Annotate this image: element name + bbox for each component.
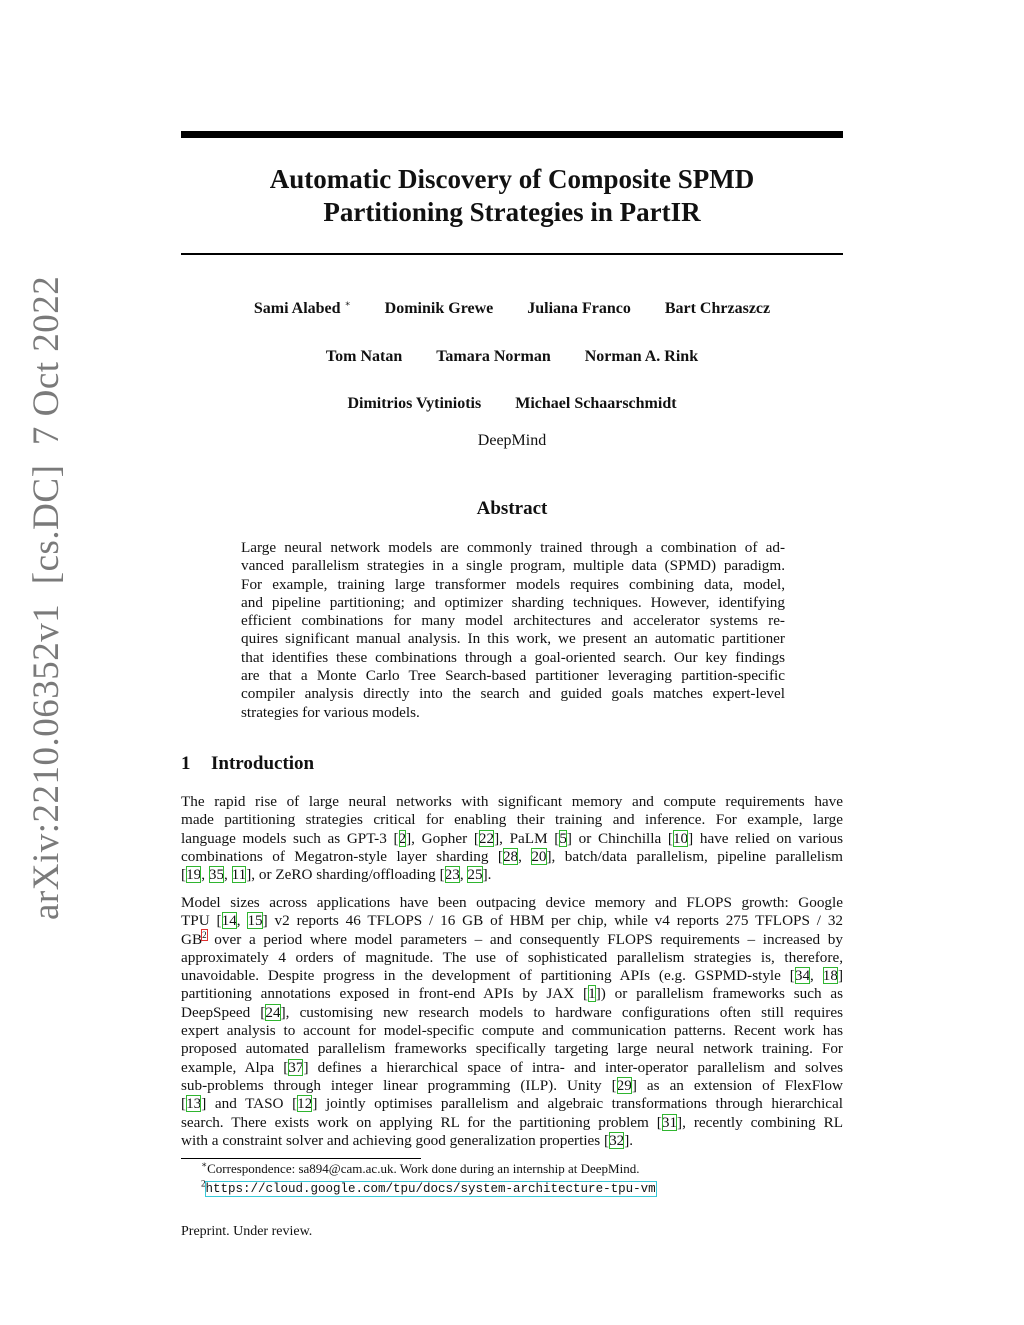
citation-link[interactable]: 24 (265, 1003, 281, 1021)
abstract-line: that identifies these combinations through a goal-oriented search. Our key findings (241, 648, 785, 666)
author: Norman A. Rink (584, 348, 699, 365)
citation-link[interactable]: 15 (247, 912, 263, 930)
citation-link[interactable]: 11 (231, 866, 247, 884)
citation-link[interactable]: 31 (661, 1113, 678, 1131)
text-line: proposed automated parallelism frameworks specifically targeting large neural network training. For (181, 1040, 843, 1058)
footnote-link[interactable]: 2 (202, 929, 207, 940)
abstract-line: are that a Monte Carlo Tree Search-based partitioner leveraging partition-specific (241, 667, 785, 685)
author: Dimitrios Vytiniotis (347, 395, 482, 412)
abstract-line: efficient combinations for many model architectures and accelerator systems re- (241, 612, 785, 630)
preprint-note: Preprint. Under review. (181, 1224, 313, 1239)
footnote-2: $^2$https://cloud.google.com/tpu/docs/system-architecture-tpu-vm (201, 1178, 656, 1196)
title-bottom-rule (181, 253, 843, 255)
text-line: sub-problems through integer linear programming (ILP). Unity [29] as an extension of FlexFlow (181, 1076, 843, 1094)
affiliation: DeepMind (477, 432, 547, 449)
author: Michael Schaarschmidt (515, 395, 677, 412)
text-line: Model sizes across applications have been outpacing device memory and FLOPS growth: Google (181, 894, 843, 911)
abstract-line: compiler analysis directly into the search and guided goals matches expert-level (241, 685, 785, 703)
citation-link[interactable]: 22 (478, 829, 495, 847)
title-top-rule (181, 131, 843, 138)
citation-link[interactable]: 34 (794, 967, 811, 985)
section-number: 1 (181, 753, 191, 774)
abstract-line: and pipeline partitioning; and optimizer sharding techniques. However, identifying (241, 593, 785, 611)
author: Sami Alabed ∗ (253, 298, 351, 317)
citation-link[interactable]: 12 (297, 1095, 313, 1113)
intro-paragraph-1 (181, 793, 843, 884)
citation-link[interactable]: 37 (288, 1058, 304, 1076)
text-line: example, Alpa [37] defines a hierarchical space of intra- and inter-operator parallelism and solves (181, 1058, 844, 1076)
citation-link[interactable]: 23 (444, 866, 460, 884)
abstract-line: vanced parallelism strategies in a single program, multiple data (SPMD) paradigm. (241, 557, 785, 575)
citation-link[interactable]: 2 (398, 829, 407, 847)
author-row-1 (181, 300, 843, 318)
title-line-2: Partitioning Strategies in PartIR (323, 197, 701, 227)
text-line: [19, 35, 11], or ZeRO sharding/offloading [23, 25]. (181, 866, 492, 884)
text-line: [13] and TASO [12] jointly optimises parallelism and algebraic transformations through hierarchical (181, 1095, 843, 1113)
text-line: The rapid rise of large neural networks with significant memory and compute requirements have (181, 793, 843, 810)
citation-link[interactable]: 35 (208, 866, 225, 884)
citation-link[interactable]: 19 (186, 866, 202, 884)
citation-link[interactable]: 32 (609, 1131, 625, 1149)
author-row-2 (181, 348, 843, 366)
citation-link[interactable]: 13 (186, 1095, 202, 1113)
abstract-heading: Abstract (476, 498, 548, 519)
footnote-rule (181, 1158, 421, 1159)
footnote-url-link[interactable]: https://cloud.google.com/tpu/docs/system-architecture-tpu-vm (205, 1182, 656, 1196)
citation-link[interactable]: 14 (221, 912, 237, 930)
text-line: TPU [14, 15] v2 reports 46 TFLOPS / 16 GB of HBM per chip, while v4 reports 275 TFLOPS / 32 (181, 912, 844, 930)
citation-link[interactable]: 29 (616, 1076, 632, 1094)
text-line: with a constraint solver and achieving good generalization properties [32]. (181, 1131, 634, 1149)
text-line: DeepSpeed [24], customising new research models to hardware configurations often still requires (181, 1003, 844, 1021)
text-line: $GB^2$ over a period where model parameters – and consequently FLOPS requirements – increased by (181, 929, 843, 948)
author: Bart Chrzaszcz (664, 300, 771, 317)
section-title: Introduction (211, 753, 315, 774)
citation-link[interactable]: 5 (559, 829, 567, 847)
intro-paragraph-2 (181, 894, 843, 1150)
abstract-body (241, 539, 785, 722)
footnote-1: ∗Correspondence: sa894@cam.ac.uk. Work done during an internship at DeepMind. (201, 1159, 640, 1176)
arxiv-identifier: arXiv:2210.06352v1 [cs.DC] 7 Oct 2022 (26, 275, 67, 920)
author: Tom Natan (325, 348, 403, 365)
text-line: made partitioning strategies critical for enabling their training and inference. For example, large (181, 811, 843, 829)
text-line: language models such as GPT-3 [2], Gopher [22], PaLM [5] or Chinchilla [10] have relied on various (181, 829, 843, 847)
text-line: partitioning annotations exposed in front-end APIs by JAX [1]) or parallelism frameworks such as (181, 985, 843, 1003)
author: Dominik Grewe (384, 300, 494, 317)
citation-link[interactable]: 25 (467, 866, 483, 884)
text-line: unavoidable. Despite progress in the development of partitioning APIs (e.g. GSPMD-style [34, 18] (181, 967, 844, 985)
text-line: approximately 4 orders of magnitude. The use of sophisticated parallelism strategies is, therefore, (181, 948, 843, 966)
citation-link[interactable]: 10 (672, 829, 689, 847)
title-line-1: Automatic Discovery of Composite SPMD (269, 164, 755, 194)
text-line: combinations of Megatron-style layer sharding [28, 20], batch/data parallelism, pipeline parallelism (181, 847, 843, 865)
abstract-line: strategies for various models. (241, 703, 420, 721)
abstract-line: quires significant manual analysis. In this work, we present an automatic partitioner (241, 630, 785, 648)
paper-title (181, 163, 843, 229)
citation-link[interactable]: 20 (531, 847, 547, 865)
citation-link[interactable]: 28 (502, 847, 519, 865)
author: Juliana Franco (527, 300, 631, 317)
author-row-3 (181, 395, 843, 413)
abstract-line: Large neural network models are commonly trained through a combination of ad- (241, 539, 785, 556)
section-heading-introduction (181, 753, 314, 775)
citation-link[interactable]: 1 (588, 985, 596, 1003)
citation-link[interactable]: 18 (822, 967, 838, 985)
text-line: search. There exists work on applying RL for the partitioning problem [31], recently combining RL (181, 1113, 843, 1131)
author: Tamara Norman (436, 348, 551, 365)
abstract-line: For example, training large transformer models requires combining data, model, (241, 575, 785, 593)
text-line: expert analysis to account for model-specific compute and communication patterns. Recent work has (181, 1022, 843, 1040)
